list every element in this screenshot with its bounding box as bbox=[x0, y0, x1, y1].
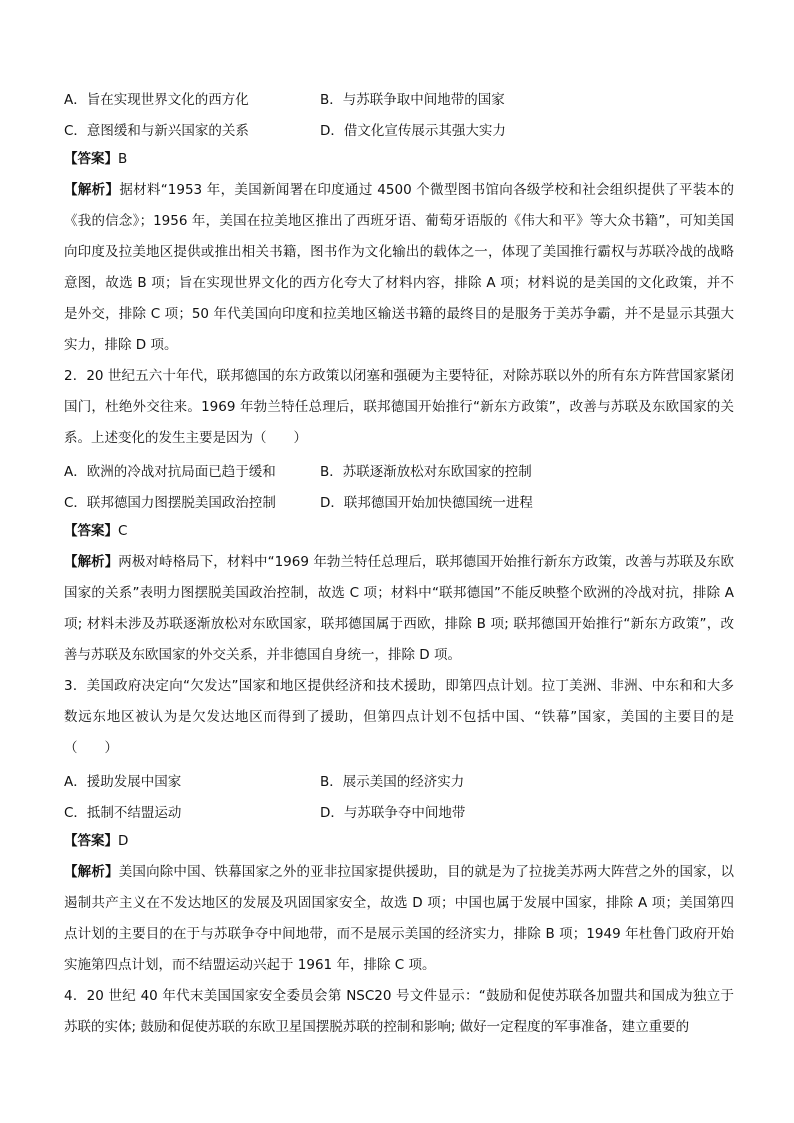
q1-options-row-2 bbox=[64, 113, 734, 144]
q2-options-row-2 bbox=[64, 485, 734, 516]
q3-analysis bbox=[64, 857, 734, 981]
q3-analysis-text: 美国向除中国、铁幕国家之外的亚非拉国家提供援助，目的就是为了拉拢美苏两大阵营之外的国家，以遏制共产主义在不发达地区的发展及巩固国家安全，故选 D 项；中国也属于发展中国家，排除 A 项；美国第四点计划的主要目的在于与苏联争夺中间地带，而不是展示美国的经济实力，排除 B 项；1949 年杜鲁门政府开始实施第四点计划，而不结盟运动兴起于 1961 年，排除 C 项。 bbox=[64, 864, 735, 973]
q1-option-c: C．意图缓和与新兴国家的关系 bbox=[64, 122, 249, 139]
q3-answer-value: D bbox=[118, 833, 129, 849]
q3-options-row-2 bbox=[64, 795, 734, 826]
q1-answer bbox=[64, 144, 734, 175]
q2-option-c: C．联邦德国力图摆脱美国政治控制 bbox=[64, 494, 276, 511]
q4-stem: 4．20 世纪 40 年代末美国国家安全委员会第 NSC20 号文件显示：“鼓励和促使苏联各加盟共和国成为独立于苏联的实体; 鼓励和促使苏联的东欧卫星国摆脱苏联的控制和影响; 做好一定程度的军事准备，建立重要的 bbox=[64, 988, 734, 1035]
q2-option-d: D．联邦德国开始加快德国统一进程 bbox=[320, 494, 533, 511]
page-content bbox=[64, 82, 734, 1043]
q2-stem: 2．20 世纪五六十年代，联邦德国的东方政策以闭塞和强硬为主要特征，对除苏联以外的所有东方阵营国家紧闭国门，杜绝外交往来。1969 年勃兰特任总理后，联邦德国开始推行“新东方政策”，改善与苏联及东欧国家的关系。上述变化的发生主要是因为（ ） bbox=[64, 368, 734, 446]
q1-option-a: A．旨在实现世界文化的西方化 bbox=[64, 91, 249, 108]
q1-answer-value: B bbox=[118, 151, 128, 167]
q3-options-row-1 bbox=[64, 764, 734, 795]
q2-analysis-text: 两极对峙格局下，材料中“1969 年勃兰特任总理后，联邦德国开始推行新东方政策，改善与苏联及东欧国家的关系”表明力图摆脱美国政治控制，故选 C 项；材料中“联邦德国”不能反映整个欧洲的冷战对抗，排除 A 项; 材料未涉及苏联逐渐放松对东欧国家，联邦德国属于西欧，排除 B 项; 联邦德国开始推行“新东方政策”，改善与苏联及东欧国家的外交关系，并非德国自身统一，排除 D 项。 bbox=[64, 554, 735, 663]
q1-analysis bbox=[64, 175, 734, 361]
q3-option-b: B．展示美国的经济实力 bbox=[320, 773, 465, 790]
q2-answer-value: C bbox=[118, 523, 128, 539]
q3-stem: 3．美国政府决定向“欠发达”国家和地区提供经济和技术援助，即第四点计划。拉丁美洲、非洲、中东和和大多数远东地区被认为是欠发达地区而得到了援助，但第四点计划不包括中国、“铁幕”国家，美国的主要目的是（ ） bbox=[64, 678, 734, 756]
q3-option-d: D．与苏联争夺中间地带 bbox=[320, 804, 466, 821]
q3-answer-tag: 【答案】 bbox=[64, 833, 118, 849]
q2-options-row-1 bbox=[64, 454, 734, 485]
q2-analysis bbox=[64, 547, 734, 671]
q2-answer-tag: 【答案】 bbox=[64, 523, 118, 539]
q2-answer bbox=[64, 516, 734, 547]
q1-analysis-tag: 【解析】 bbox=[64, 182, 120, 198]
q2-option-b: B．苏联逐渐放松对东欧国家的控制 bbox=[320, 463, 532, 480]
q1-options-row-1 bbox=[64, 82, 734, 113]
q3-option-a: A．援助发展中国家 bbox=[64, 773, 182, 790]
q3-answer bbox=[64, 826, 734, 857]
q1-analysis-text: 据材料“1953 年，美国新闻署在印度通过 4500 个微型图书馆向各级学校和社会组织提供了平装本的《我的信念》；1956 年，美国在拉美地区推出了西班牙语、葡萄牙语版的《伟大和平》等大众书籍”，可知美国向印度及拉美地区提供或推出相关书籍，图书作为文化输出的载体之一，体现了美国推行霸权与苏联冷战的战略意图，故选 B 项；旨在实现世界文化的西方化夸大了材料内容，排除 A 项；材料说的是美国的文化政策，并不是外交，排除 C 项；50 年代美国向印度和拉美地区输送书籍的最终目的是服务于美苏争霸，并不是显示其强大实力，排除 D 项。 bbox=[64, 182, 734, 353]
q1-option-d: D．借文化宣传展示其强大实力 bbox=[320, 122, 506, 139]
q2-option-a: A．欧洲的冷战对抗局面已趋于缓和 bbox=[64, 463, 276, 480]
q1-option-b: B．与苏联争取中间地带的国家 bbox=[320, 91, 505, 108]
q3-analysis-tag: 【解析】 bbox=[64, 864, 119, 880]
q3-option-c: C．抵制不结盟运动 bbox=[64, 804, 182, 821]
q2-analysis-tag: 【解析】 bbox=[64, 554, 119, 570]
q1-answer-tag: 【答案】 bbox=[64, 151, 118, 167]
